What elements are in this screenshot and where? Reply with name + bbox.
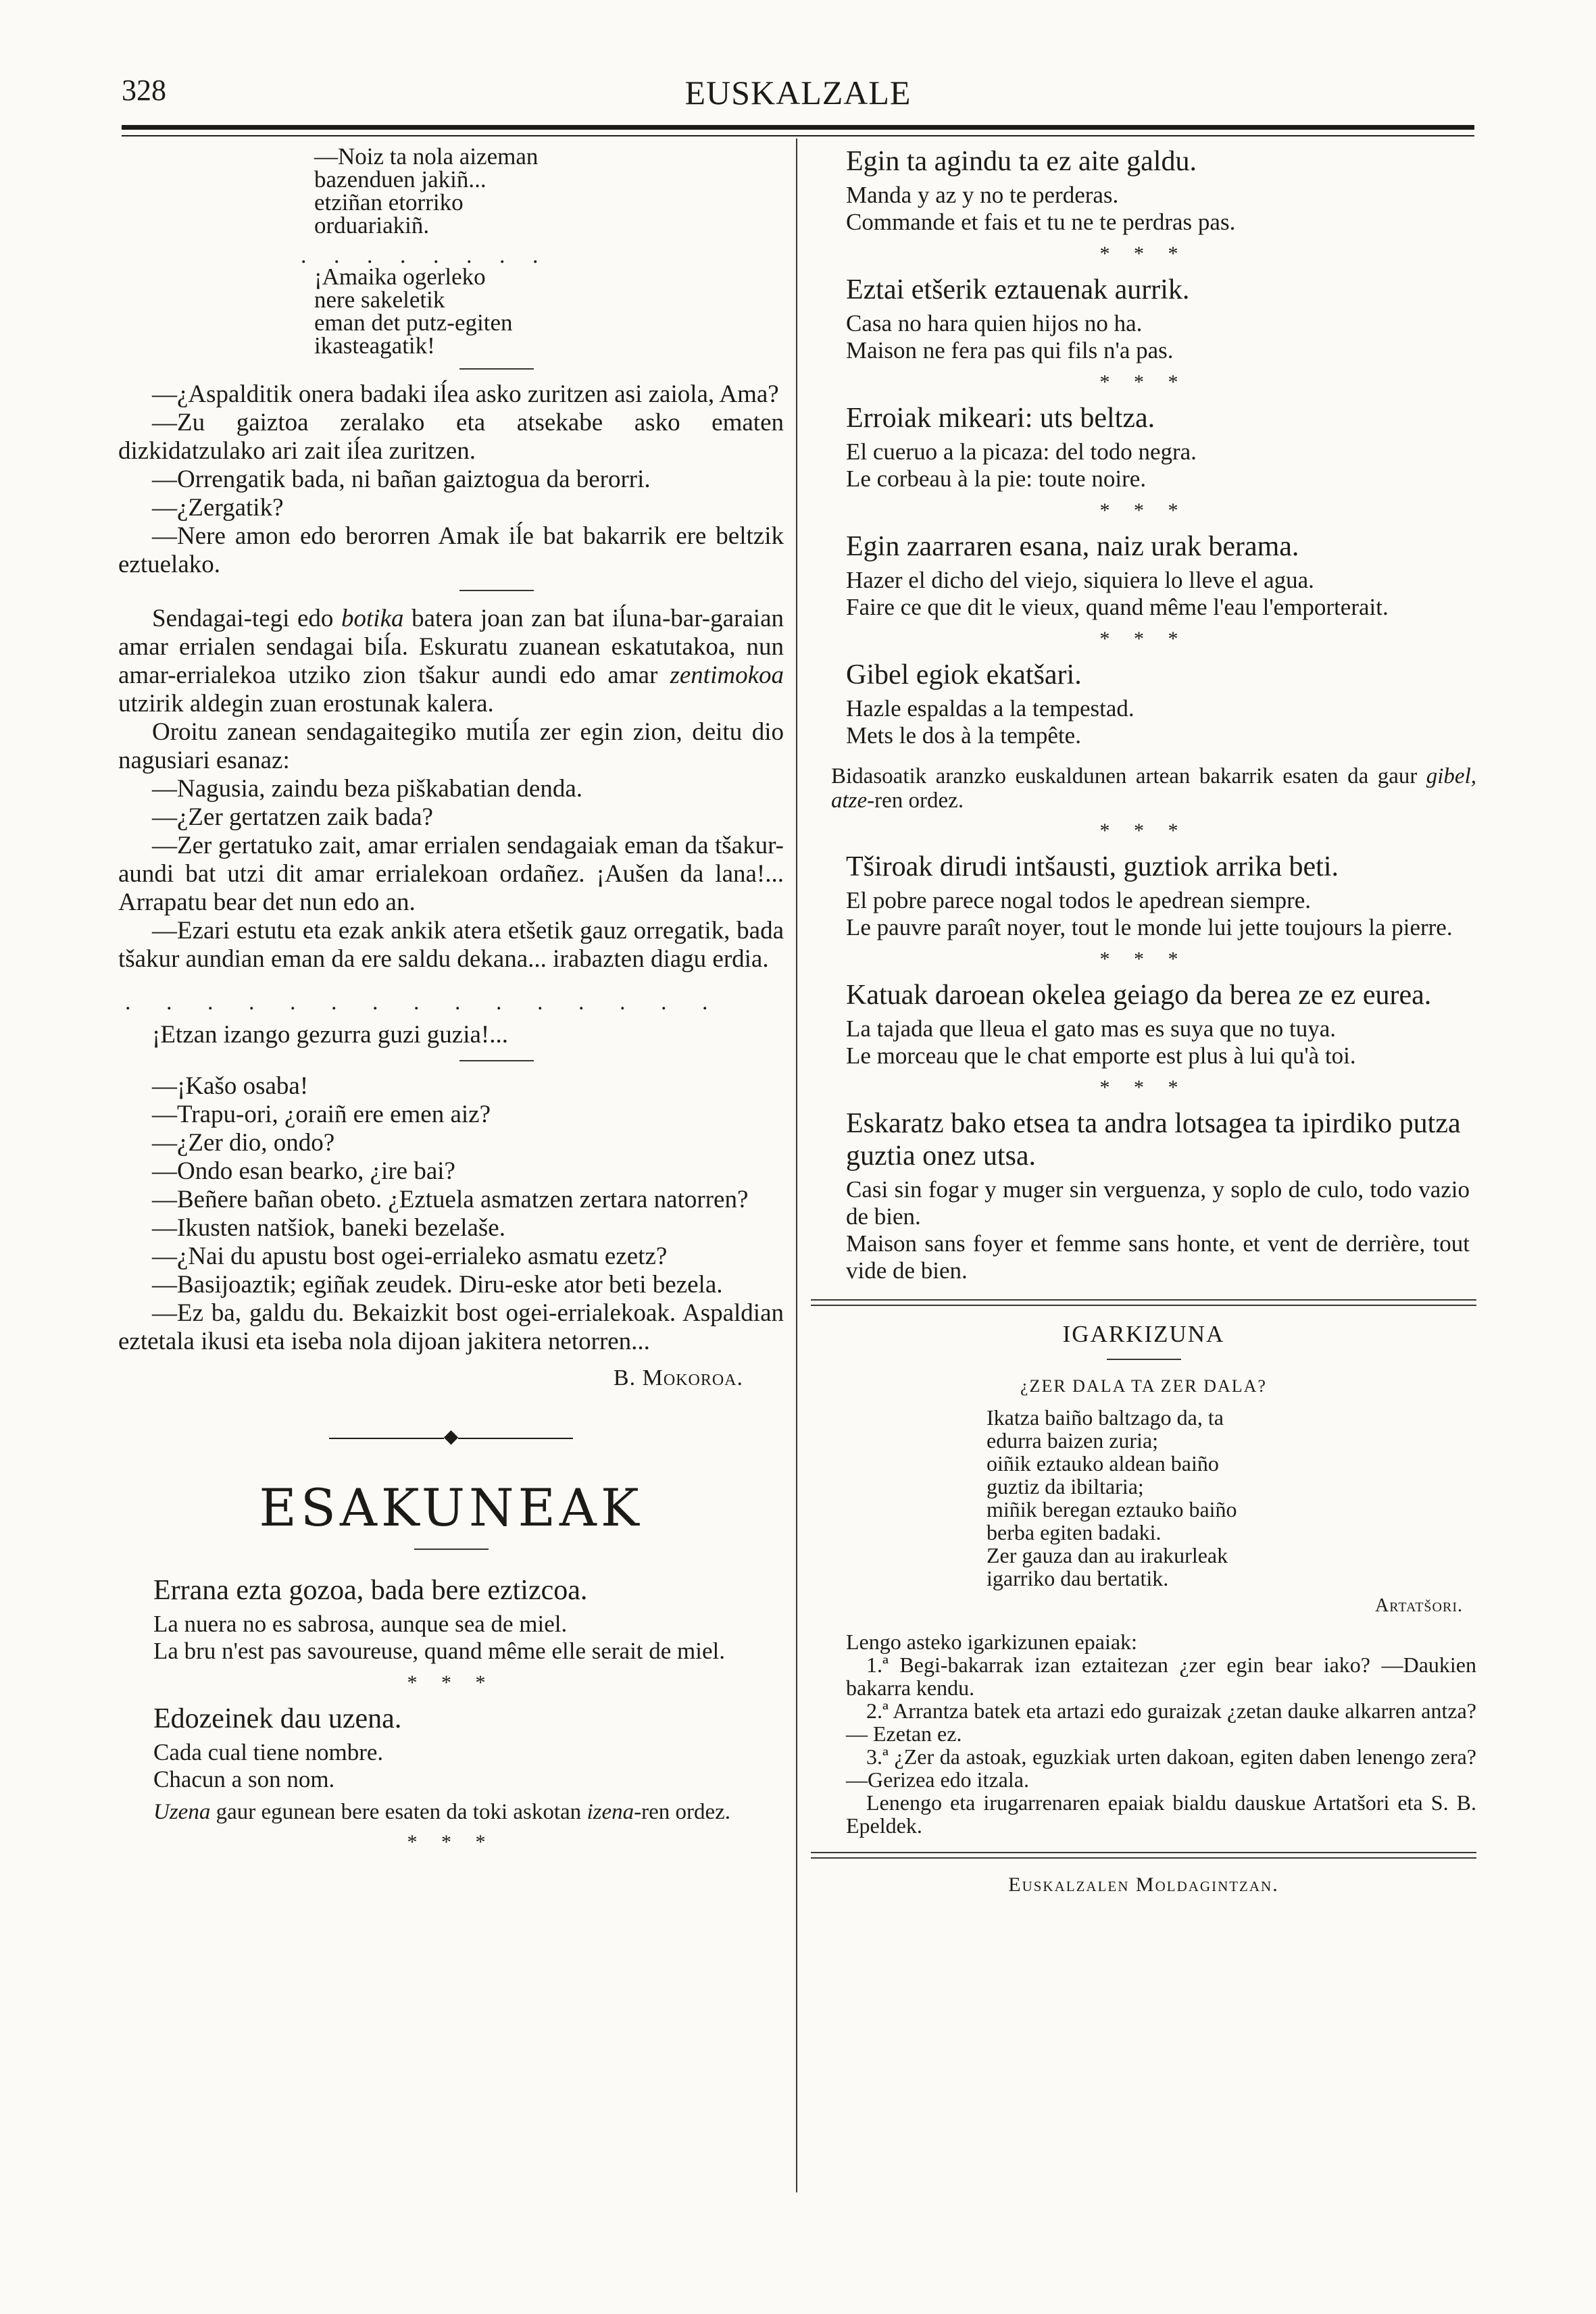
proverb — [153, 1574, 777, 1665]
story-italic: botika — [341, 605, 404, 632]
dialogue-line: —¿Nai du apustu bost ogei-errialeko asmatu ezetz? — [152, 1242, 668, 1270]
proverb-basque: Errana ezta gozoa, bada bere eztizcoa. — [153, 1575, 588, 1606]
dialogue-line: —Basijoaztik; egiñak zeudek. Diru-eske ator beti bezela. — [152, 1271, 723, 1299]
riddle-line: oiñik eztauko aldean baiño — [987, 1451, 1219, 1476]
note-text: -ren ordez. — [634, 1800, 731, 1824]
proverb-french: Commande et fais et tu ne te perdras pas. — [846, 209, 1236, 235]
proverb-french: Le pauvre paraît noyer, tout le monde lui jette toujours la pierre. — [846, 914, 1453, 940]
note-italic: Uzena — [153, 1800, 211, 1824]
proverb-spanish: Hazer el dicho del viejo, siquiera lo lleve el agua. — [846, 567, 1314, 593]
story-paragraph: —Ezari estutu eta ezak ankik atera etšetik gauz orregatik, bada tšakur aundian eman da ere saldu dekana... irabazten diagu erdia. — [118, 917, 784, 973]
stars-separator: * * * — [1099, 371, 1188, 393]
dialogue-line: —Ez ba, galdu du. Bekaizkit bost ogei-errialekoak. Aspaldian eztetala ikusi eta iseba nola dijoan jakitera netorren... — [118, 1299, 784, 1355]
poem-line: —Noiz ta nola aizeman — [314, 143, 539, 170]
proverb-spanish: Hazle espaldas a la tempestad. — [846, 695, 1134, 722]
proverb — [846, 851, 1470, 941]
poem-line: orduariakiñ. — [314, 212, 430, 238]
proverb — [846, 1107, 1470, 1284]
proverb-basque: Egin zaarraren esana, naiz urak berama. — [846, 531, 1299, 562]
note-text: -ren ordez. — [867, 788, 964, 813]
stars-separator: * * * — [1099, 499, 1188, 522]
proverb-french: Le corbeau à la pie: toute noire. — [846, 466, 1147, 492]
riddle-line: guztiz da ibiltaria; — [987, 1474, 1144, 1499]
note-italic: gibel, atze — [831, 764, 1476, 813]
riddle-answers — [846, 1630, 1476, 1837]
poem-stanza-2 — [314, 263, 784, 359]
stars-separator: * * * — [1099, 1076, 1188, 1099]
riddle-signature: Artatšori. — [1375, 1595, 1463, 1616]
dialogue-line: —Nere amon edo berorren Amak iĺe bat bakarrik ere beltzik eztuelako. — [118, 522, 784, 578]
proverb-basque: Gibel egiok ekatšari. — [846, 659, 1082, 690]
proverb-spanish: El pobre parece nogal todos le apedrean siempre. — [846, 887, 1312, 913]
story-italic: zentimokoa — [670, 661, 784, 689]
answer-item: Lenengo eta irugarrenaren epaiak bialdu dauskue Artatšori eta S. B. Epeldek. — [846, 1790, 1476, 1838]
section-rule — [459, 368, 534, 370]
stars-separator: * * * — [1099, 948, 1188, 970]
proverb-basque: Edozeinek dau uzena. — [153, 1703, 402, 1734]
proverb-spanish: El cueruo a la picaza: del todo negra. — [846, 438, 1197, 465]
proverb — [846, 530, 1470, 621]
answer-item: 2.ª Arrantza batek eta artazi edo guraizak ¿zetan dauke alkarren antza?— Ezetan ez. — [846, 1699, 1476, 1746]
dialogue-line: —¿Aspalditik onera badaki iĺea asko zuritzen asi zaiola, Ama? — [152, 380, 779, 408]
section-rule — [1107, 1359, 1181, 1360]
poem-line: etziñan etorriko — [314, 189, 464, 216]
proverb — [846, 979, 1470, 1070]
story-paragraph: Oroitu zanean sendagaitegiko mutiĺa zer egin zion, deitu dio nagusiari esanaz: — [118, 718, 784, 774]
story-paragraph: —Nagusia, zaindu beza piškabatian denda. — [152, 775, 582, 803]
poem-line: eman det putz-egiten — [314, 309, 513, 336]
ornament-divider: ◆ — [118, 1425, 784, 1448]
dialogue-line: —Trapu-ori, ¿oraiñ ere emen aiz? — [152, 1101, 491, 1128]
section-title: ESAKUNEAK — [259, 1478, 643, 1538]
author-signature: B. Mokoroa. — [613, 1365, 743, 1390]
note-text: Bidasoatik aranzko euskaldunen artean bakarrik esaten da gaur — [831, 764, 1426, 788]
header-rule — [122, 125, 1474, 136]
proverb — [846, 274, 1470, 364]
left-column — [118, 145, 784, 1862]
answer-item: 3.ª ¿Zer da astoak, eguzkiak urten dakoan, egiten daben lenengo zera?—Gerizea edo itzala. — [846, 1744, 1476, 1792]
story-paragraph: —¿Zer gertatzen zaik bada? — [152, 803, 433, 831]
poem-line: ¡Amaika ogerleko — [314, 263, 486, 290]
proverb-french: Mets le dos à la tempête. — [846, 722, 1081, 749]
dialogue-grandmother — [118, 380, 784, 579]
story-paragraph — [118, 605, 784, 718]
proverb-french: La bru n'est pas savoureuse, quand même elle serait de miel. — [153, 1638, 726, 1664]
stars-separator: * * * — [407, 1831, 495, 1853]
story-exclaim — [118, 1021, 784, 1049]
poem-ellipsis: . . . . . . . . — [301, 243, 549, 268]
riddle-verse — [987, 1406, 1476, 1590]
riddle-section-title: IGARKIZUNA — [1062, 1321, 1225, 1347]
proverb-basque: Egin ta agindu ta ez aite galdu. — [846, 146, 1197, 177]
riddle-line: miñik beregan eztauko baiño — [987, 1497, 1237, 1521]
answers-intro: Lengo asteko igarkizunen epaiak: — [846, 1630, 1137, 1654]
note-italic: izena — [587, 1800, 634, 1824]
story-text: Sendagai-tegi edo — [152, 605, 342, 632]
section-rule — [459, 590, 534, 591]
proverb-basque: Eskaratz bako etsea ta andra lotsagea ta ipirdiko putza guztia onez utsa. — [846, 1108, 1461, 1172]
proverb-spanish: Manda y az y no te perderas. — [846, 182, 1119, 208]
proverb-french: Le morceau que le chat emporte est plus à lui qu'à toi. — [846, 1042, 1356, 1069]
stars-separator: * * * — [1099, 628, 1188, 650]
proverb-spanish: La tajada que lleua el gato mas es suya que no tuya. — [846, 1015, 1337, 1042]
dialogue-uncle — [118, 1072, 784, 1356]
proverb — [153, 1703, 777, 1793]
dialogue-line: —Zu gaiztoa zeralako eta atsekabe asko ematen dizkidatzulako ari zait iĺea zuritzen. — [118, 409, 784, 465]
dialogue-line: —¿Zer dio, ondo? — [152, 1129, 335, 1157]
printer-imprint: Euskalzalen Moldagintzan. — [1008, 1873, 1279, 1896]
proverb-spanish: Casa no hara quien hijos no ha. — [846, 310, 1143, 336]
answer-item: 1.ª Begi-bakarrak izan eztaitezan ¿zer egin bear iako? —Daukien bakarra kendu. — [846, 1653, 1476, 1700]
running-title: EUSKALZALE — [684, 74, 912, 111]
story-paragraph: —Zer gertatuko zait, amar errialen sendagaiak eman da tšakur-aundi bat utzi dit amar errialekoan ordañez. ¡Aušen da lana!... Arrapatu bear det nun edo an. — [118, 832, 784, 916]
page-number: 328 — [122, 74, 166, 107]
proverb-spanish: La nuera no es sabrosa, aunque sea de miel. — [153, 1611, 568, 1637]
story-pharmacy — [118, 605, 784, 974]
note-text: gaur egunean bere esaten da toki askotan — [210, 1800, 587, 1824]
stars-separator: * * * — [1099, 820, 1188, 842]
proverb-basque: Tširoak dirudi intšausti, guztiok arrika beti. — [846, 851, 1339, 882]
dialogue-line: —Orrengatik bada, ni bañan gaiztogua da berorri. — [152, 466, 651, 493]
proverb — [846, 659, 1470, 749]
story-ellipsis: . . . . . . . . . . . . . . . — [125, 990, 723, 1015]
proverb-french: Chacun a son nom. — [153, 1766, 335, 1792]
dialogue-line: —Beñere bañan obeto. ¿Eztuela asmatzen zertara natorren? — [152, 1186, 749, 1213]
dialogue-line: —¡Kašo osaba! — [152, 1072, 309, 1100]
proverb-basque: Erroiak mikeari: uts beltza. — [846, 403, 1155, 434]
stars-separator: * * * — [1099, 243, 1188, 265]
proverb — [846, 402, 1470, 493]
story-text: utzirik aldegin zuan erostunak kalera. — [118, 690, 494, 718]
page-header — [122, 68, 1474, 115]
dialogue-line: —Ondo esan bearko, ¿ire bai? — [152, 1157, 455, 1185]
story-paragraph: ¡Etzan izango gezurra guzi guzia!... — [152, 1021, 508, 1049]
proverb — [846, 145, 1470, 236]
section-rule — [459, 1060, 534, 1061]
proverb-basque: Eztai etšerik eztauenak aurrik. — [846, 274, 1190, 305]
right-column — [811, 145, 1476, 1896]
note-uzena — [153, 1800, 784, 1824]
proverb-french: Maison ne fera pas qui fils n'a pas. — [846, 337, 1174, 363]
proverb-french: Faire ce que dit le vieux, quand même l'eau l'emporterait. — [846, 594, 1389, 620]
proverb-basque: Katuak daroean okelea geiago da berea ze ez eurea. — [846, 980, 1432, 1011]
riddle-line: Zer gauza dan au irakurleak — [987, 1543, 1228, 1567]
poem-line: bazenduen jakiñ... — [314, 166, 487, 193]
riddle-line: igarriko dau bertatik. — [987, 1566, 1169, 1590]
proverb-french: Maison sans foyer et femme sans honte, et vent de derrière, tout vide de bien. — [846, 1230, 1470, 1284]
dialogue-line: —¿Zergatik? — [152, 494, 284, 522]
proverb-spanish: Casi sin fogar y muger sin verguenza, y soplo de culo, todo vazio de bien. — [846, 1176, 1470, 1230]
double-rule — [811, 1299, 1476, 1306]
poem-line: nere sakeletik — [314, 286, 445, 313]
riddle-line: berba egiten badaki. — [987, 1520, 1162, 1544]
stars-separator: * * * — [407, 1671, 495, 1694]
dialogue-line: —Ikusten natšiok, baneki bezelaše. — [152, 1214, 505, 1242]
note-gibel — [831, 764, 1476, 813]
poem-line: ikasteagatik! — [314, 332, 435, 359]
poem-stanza-1 — [314, 145, 784, 237]
riddle-line: edurra baizen zuria; — [987, 1428, 1159, 1453]
section-rule — [414, 1549, 489, 1550]
double-rule — [811, 1852, 1476, 1859]
riddle-line: Ikatza baiño baltzago da, ta — [987, 1405, 1224, 1430]
riddle-subtitle: ¿ZER DALA TA ZER DALA? — [1020, 1376, 1267, 1396]
proverb-spanish: Cada cual tiene nombre. — [153, 1739, 384, 1765]
column-divider — [796, 139, 797, 2192]
story-text: batera joan zan bat iĺuna-bar-garaian amar errialen sendagai biĺa. Eskuratu zuanean eskatutakoa, nun amar-errialekoa utziko zion tšakur aundi edo amar — [118, 605, 784, 689]
